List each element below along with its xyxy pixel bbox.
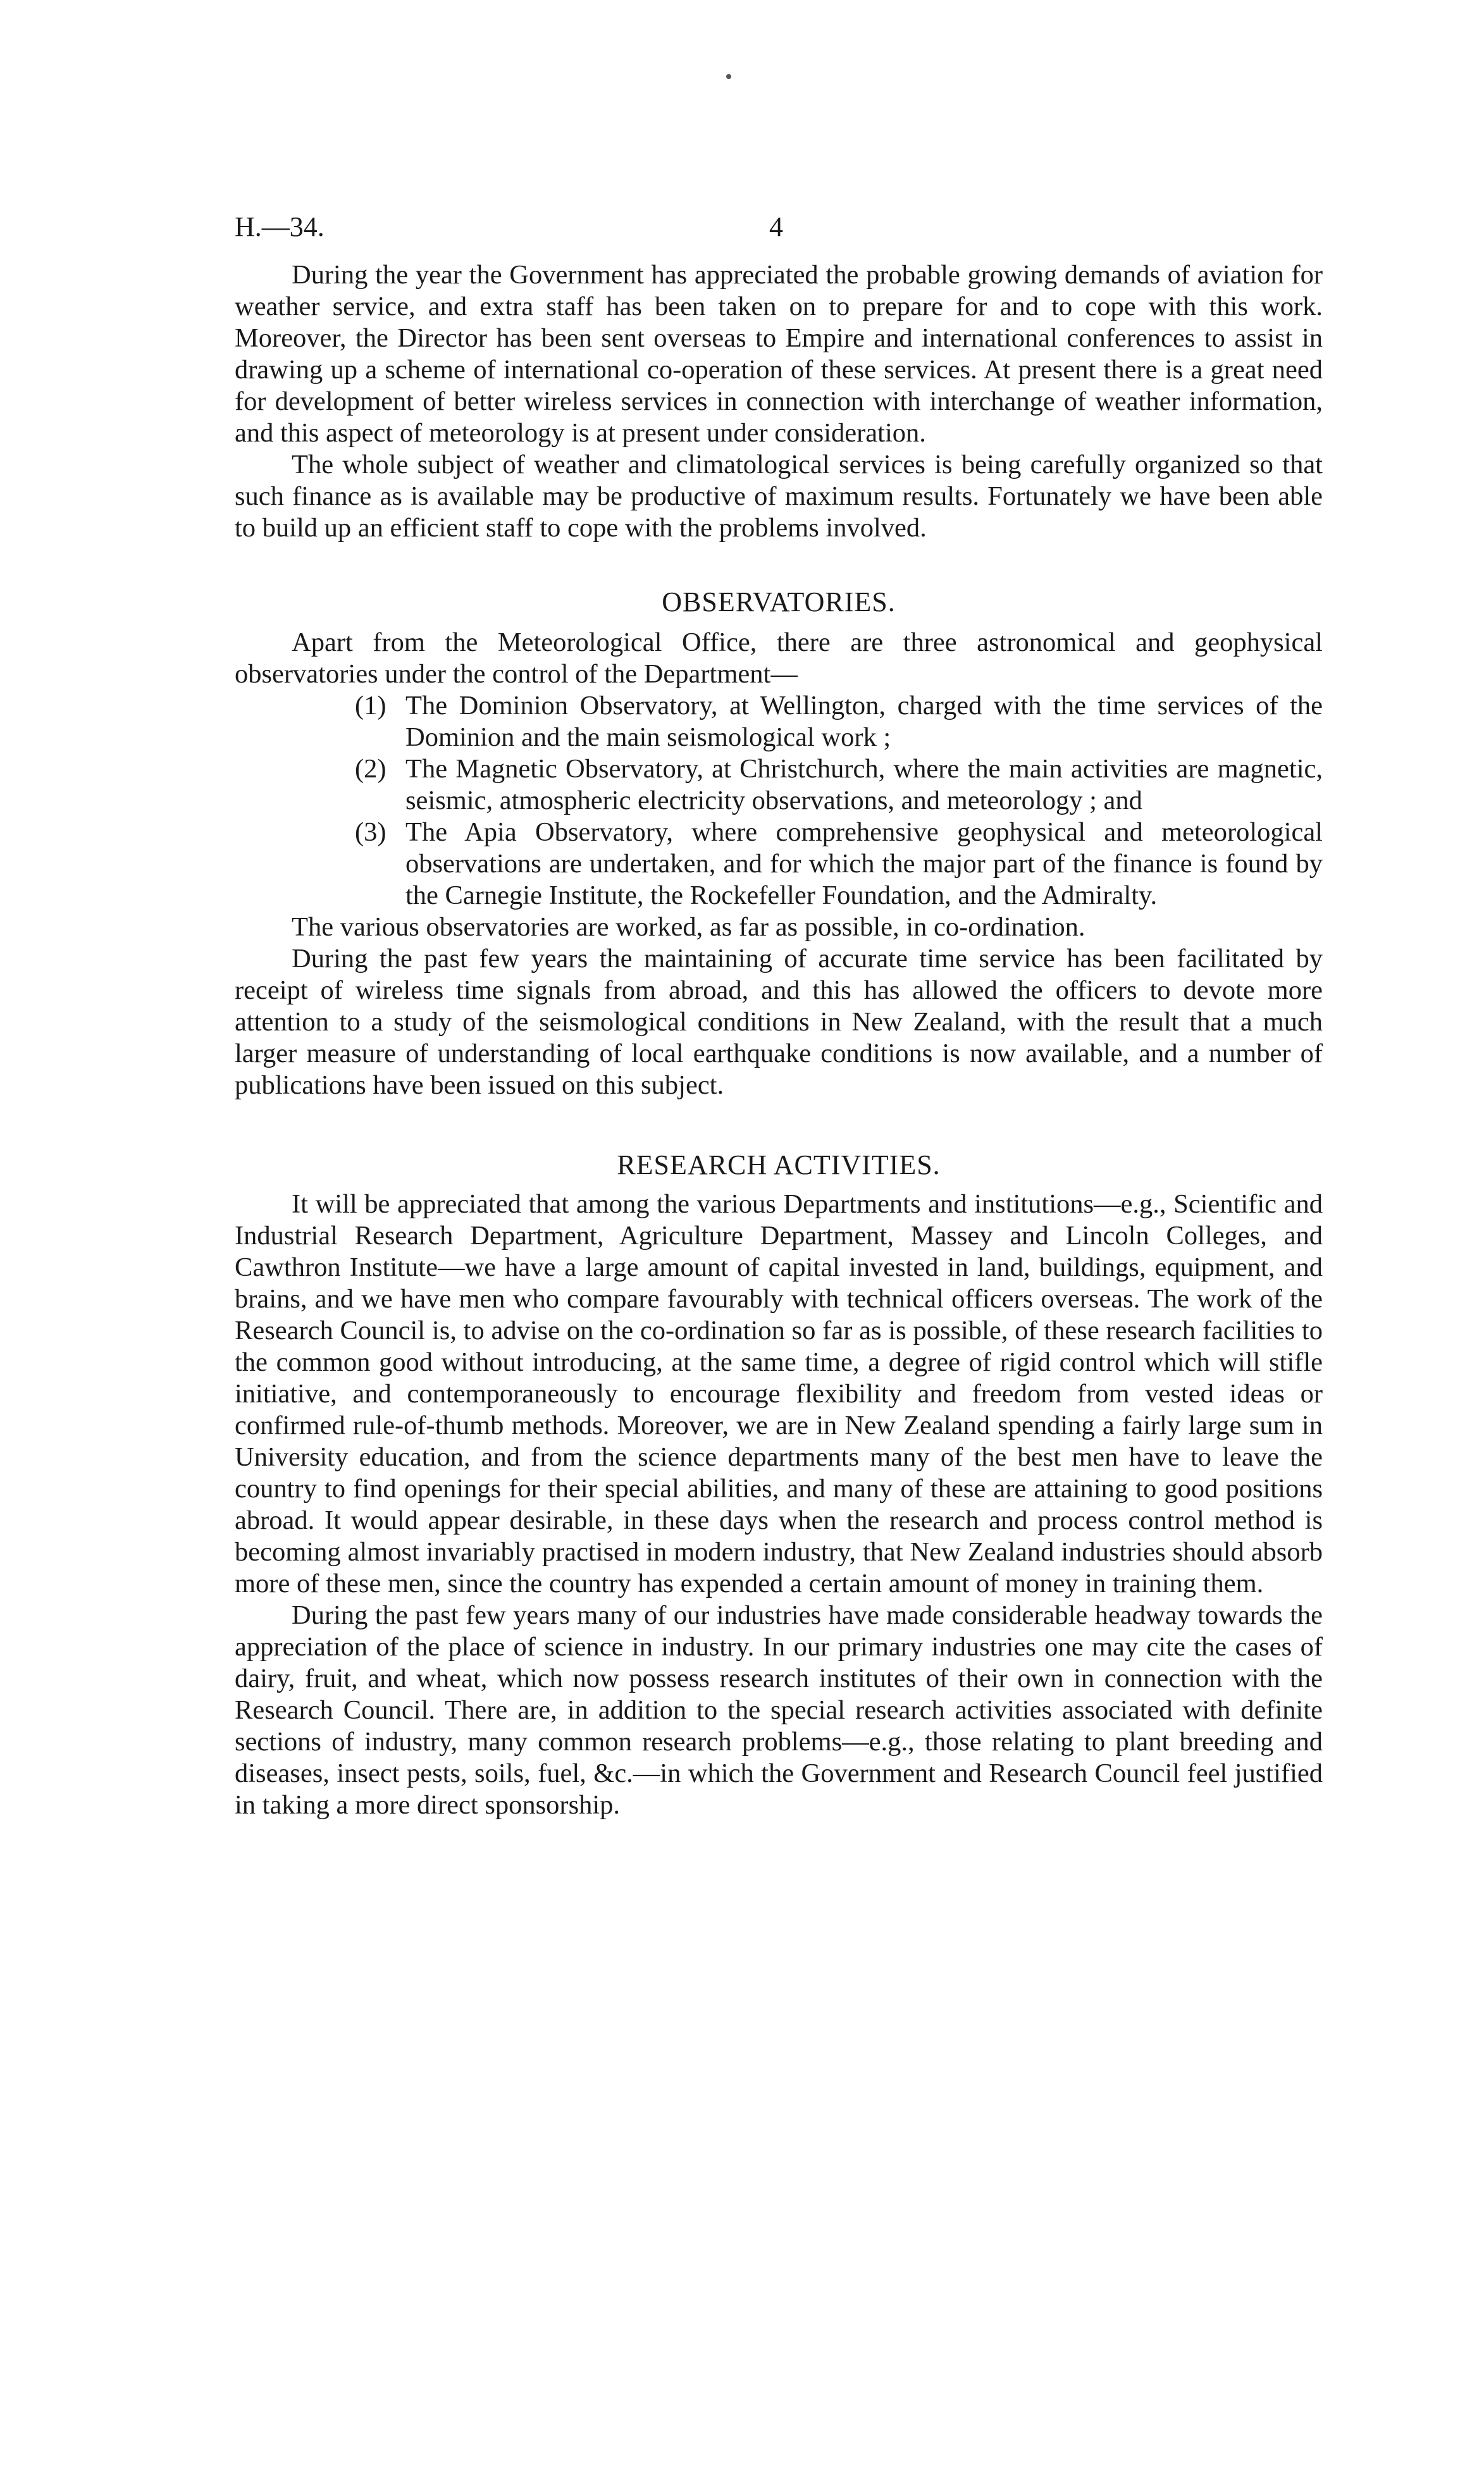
list-item-number: (1) xyxy=(355,691,386,720)
observatories-heading: OBSERVATORIES. xyxy=(662,586,896,617)
list-item-text: The Dominion Observatory, at Wellington, charged with the time services of the Dominion and the main seismological work ; xyxy=(405,691,1323,752)
page-number: 4 xyxy=(769,211,783,242)
document-reference: H.—34. xyxy=(235,211,325,242)
observatories-list xyxy=(235,690,1323,912)
list-item-number: (2) xyxy=(355,754,386,784)
document-body xyxy=(235,259,1323,1821)
research-heading: RESEARCH ACTIVITIES. xyxy=(617,1149,941,1180)
observatory-item-3 xyxy=(355,817,1323,912)
list-item-text: The Magnetic Observatory, at Christchurch, where the main activities are magnetic, seismic, atmospheric electricity observations, and meteorology ; and xyxy=(405,754,1323,815)
intro-paragraph-2: The whole subject of weather and climatological services is being carefully organized so that such finance as is available may be productive of maximum results. Fortunately we have been able to build up an efficient staff to cope with the problems involved. xyxy=(235,450,1323,543)
observatory-item-1 xyxy=(355,690,1323,753)
research-paragraph-2: During the past few years many of our industries have made considerable headway towards the appreciation of the place of science in industry. In our primary industries one may cite the cases of dairy, fruit, and wheat, which now possess research institutes of their own in connection with the Research Council. There are, in addition to the special research activities associated with definite sections of industry, many common research problems—e.g., those relating to plant breeding and diseases, insect pests, soils, fuel, &c.—in which the Government and Research Council feel justified in taking a more direct sponsorship. xyxy=(235,1600,1323,1820)
research-paragraph-1: It will be appreciated that among the various Departments and institutions—e.g., Scientific and Industrial Research Department, Agriculture Department, Massey and Lincoln Colleges, and Cawthron Institute—we have a large amount of capital invested in land, buildings, equipment, and brains, and we have men who compare favourably with technical officers overseas. The work of the Research Council is, to advise on the co-ordination so far as is possible, of these research facilities to the common good without introducing, at the same time, a degree of rigid control which will stifle initiative, and contemporaneously to encourage flexibility and freedom from vested ideas or confirmed rule-of-thumb methods. Moreover, we are in New Zealand spending a fairly large sum in University education, and from the science departments many of the best men have to leave the country to find openings for their special abilities, and many of these are attaining to good positions abroad. It would appear desirable, in these days when the research and process control method is becoming almost invariably practised in modern industry, that New Zealand industries should absorb more of these men, since the country has expended a certain amount of money in training them. xyxy=(235,1189,1323,1598)
list-item-text: The Apia Observatory, where comprehensive geophysical and meteorological observations are undertaken, and for which the major part of the finance is found by the Carnegie Institute, the Rockefeller Foundation, and the Admiralty. xyxy=(405,817,1323,910)
page-mark-dot xyxy=(726,74,731,79)
observatory-item-2 xyxy=(355,753,1323,817)
intro-paragraph-1: During the year the Government has appreciated the probable growing demands of aviation for weather service, and extra staff has been taken on to prepare for and to cope with this work. Moreover, the Director has been sent overseas to Empire and international conferences to assist in drawing up a scheme of international co-operation of these services. At present there is a great need for development of better wireless services in connection with interchange of weather information, and this aspect of meteorology is at present under consideration. xyxy=(235,260,1323,448)
observatories-paragraph-1: Apart from the Meteorological Office, there are three astronomical and geophysical observatories under the control of the Department— xyxy=(235,627,1323,689)
observatories-paragraph-3: During the past few years the maintaining of accurate time service has been facilitated by receipt of wireless time signals from abroad, and this has allowed the officers to devote more attention to a study of the seismological conditions in New Zealand, with the result that a much larger measure of understanding of local earthquake conditions is now available, and a number of publications have been issued on this subject. xyxy=(235,944,1323,1100)
observatories-paragraph-2: The various observatories are worked, as far as possible, in co-ordination. xyxy=(292,912,1085,942)
list-item-number: (3) xyxy=(355,817,386,847)
page-header xyxy=(235,211,1323,249)
